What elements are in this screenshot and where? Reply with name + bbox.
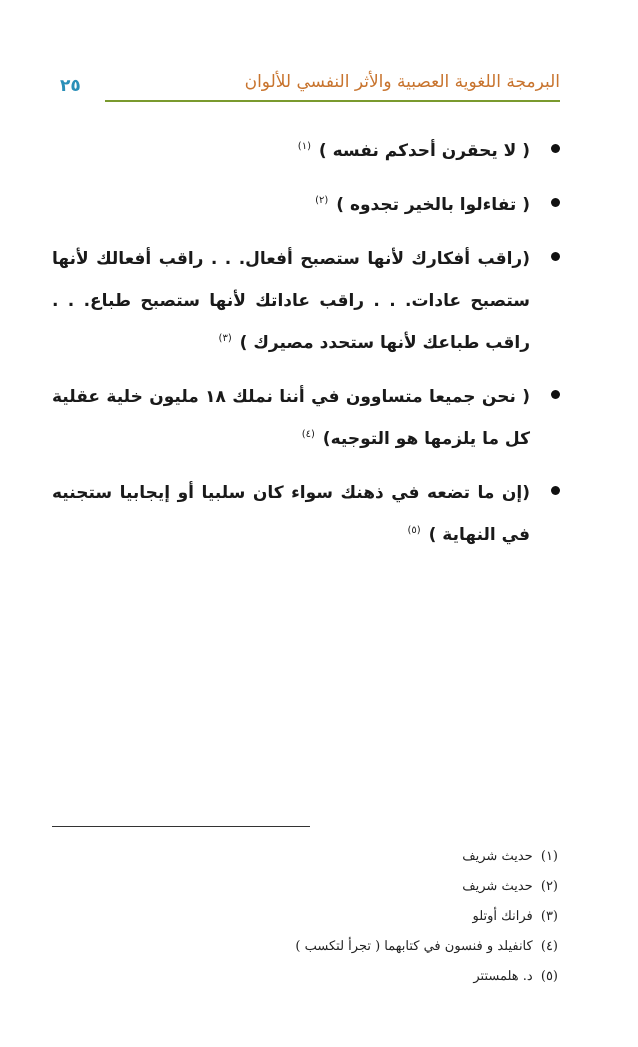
footnote-ref: (٤) — [301, 429, 315, 441]
bullet-icon — [551, 390, 560, 399]
bullet-icon — [551, 144, 560, 153]
footnote-text: كانفيلد و فنسون في كتابهما ( تجرأ لتكسب ) — [295, 939, 533, 954]
list-item — [52, 130, 530, 172]
footnote — [52, 932, 558, 962]
footnote-text: حديث شريف — [462, 879, 533, 894]
quote-text: ( نحن جميعا متساوون في أننا نملك ١٨ مليون خلية عقلية كل ما يلزمها هو التوجيه) — [52, 387, 531, 449]
list-item — [52, 376, 530, 460]
list-item — [52, 238, 530, 364]
footnote — [52, 842, 558, 872]
footnotes — [52, 842, 558, 992]
list-item — [52, 184, 530, 226]
footnote-ref: (٥) — [407, 525, 421, 537]
quote-text: (إن ما تضعه في ذهنك سواء كان سلبيا أو إيجابيا ستجنيه في النهاية ) — [52, 483, 530, 545]
footnote — [52, 872, 558, 902]
footnote-divider — [52, 826, 310, 827]
footnote-number: (٥) — [540, 969, 558, 984]
footnote-number: (١) — [540, 849, 558, 864]
list-item — [52, 472, 530, 556]
footnote-text: د. هلمستتر — [473, 969, 533, 984]
footnote-ref: (٢) — [315, 195, 329, 207]
page-header — [60, 72, 560, 106]
footnote-number: (٤) — [540, 939, 558, 954]
footnote-text: حديث شريف — [462, 849, 533, 864]
bullet-icon — [551, 486, 560, 495]
footnote-number: (٢) — [540, 879, 558, 894]
quote-text: ( تفاءلوا بالخير تجدوه ) — [336, 195, 530, 215]
quote-list — [52, 130, 530, 568]
bullet-icon — [551, 252, 560, 261]
footnote — [52, 902, 558, 932]
bullet-icon — [551, 198, 560, 207]
page-number: ٢٥ — [60, 76, 81, 96]
quote-text: ( لا يحقرن أحدكم نفسه ) — [318, 141, 530, 161]
footnote — [52, 962, 558, 992]
footnote-ref: (١) — [297, 141, 311, 153]
running-title: البرمجة اللغوية العصبية والأثر النفسي للألوان — [244, 72, 560, 92]
header-divider — [105, 100, 560, 102]
footnote-ref: (٣) — [218, 333, 232, 345]
footnote-text: فرانك أوتلو — [472, 909, 533, 924]
footnote-number: (٣) — [540, 909, 558, 924]
quote-text: (راقب أفكارك لأنها ستصبح أفعال. . . راقب أفعالك لأنها ستصبح عادات. . . راقب عاداتك لأنها ستصبح طباع. . . راقب طباعك لأنها ستحدد مصيرك ) — [52, 249, 530, 353]
